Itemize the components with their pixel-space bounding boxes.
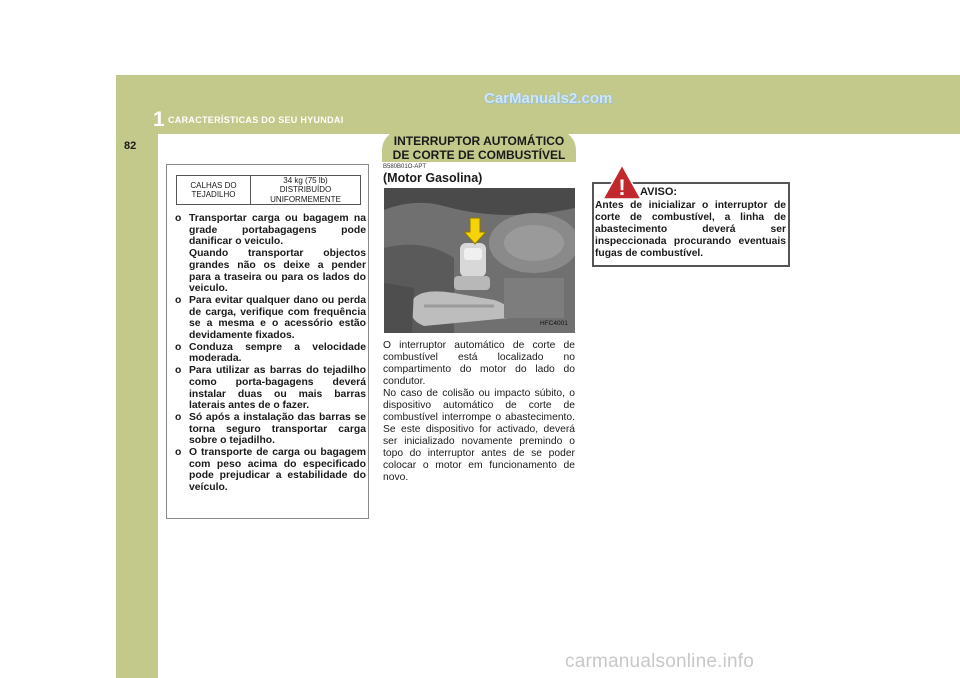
watermark-link[interactable]: CarManuals2.com — [484, 90, 613, 107]
load-value-line: DISTRIBUÍDO — [279, 185, 332, 195]
bullet-mark: o — [175, 365, 182, 377]
roof-rack-info-box — [166, 164, 369, 519]
list-item — [175, 295, 366, 342]
list-item-text: O transporte de carga ou bagagem com peso acima do especificado pode prejudicar a estabilidade do veículo. — [189, 447, 366, 494]
bullet-mark: o — [175, 213, 182, 224]
list-item-text: Transportar carga ou bagagem na grade portabagagens pode danificar o veiculo. — [189, 213, 366, 248]
side-band — [116, 134, 158, 678]
chapter-number: 1 — [153, 108, 165, 131]
footer-watermark: carmanualsonline.info — [565, 651, 755, 672]
bullet-mark: o — [175, 294, 182, 306]
list-item — [175, 213, 366, 295]
warning-title: AVISO: — [640, 186, 678, 198]
list-item-text: Só após a instalação das barras se torna seguro transportar carga sobre o tejadilho. — [189, 411, 366, 447]
engine-compartment-illustration — [384, 188, 575, 333]
list-item — [175, 412, 366, 447]
body-paragraph: O interruptor automático de corte de combustível está localizado no compartimento do motor do lado do condutor. — [383, 340, 575, 387]
list-item-subtext: Quando transportar objectos grandes não os deixe a pender para a traseira ou para os lados do veiculo. — [189, 248, 366, 295]
page-number: 82 — [124, 140, 137, 152]
section-heading-line2: DE CORTE DE COMBUSTÍVEL — [392, 148, 566, 162]
list-item — [175, 365, 366, 412]
bullet-mark: o — [175, 411, 182, 423]
section-code: B580B01O-APT — [383, 164, 427, 170]
exclamation-symbol: ! — [618, 175, 626, 200]
list-item — [175, 342, 366, 365]
chapter-title: CARACTERÍSTICAS DO SEU HYUNDAI — [168, 115, 344, 125]
load-table-label — [177, 176, 251, 204]
list-item-text: Para utilizar as barras do tejadilho como porta-bagagens deverá instalar duas ou mais barras laterais antes de o fazer. — [189, 365, 366, 412]
warning-text: Antes de inicializar o interruptor de corte de combustível, a linha de abastecimento deverá ser inspeccionada procurando eventuais fugas de combustível. — [595, 200, 786, 259]
load-label-line: TEJADILHO — [191, 190, 236, 199]
bullet-mark: o — [175, 447, 182, 459]
engine-photo — [384, 188, 575, 333]
body-paragraph: No caso de colisão ou impacto súbito, o dispositivo automático de corte de combustível interrompe o abastecimento. Se este dispositivo for activado, deverá ser inicializado novamente premindo o topo do interruptor antes de se poder colocar o motor em funcionamento de novo. — [383, 388, 575, 483]
precaution-list — [175, 213, 366, 494]
load-label-line: CALHAS DO — [190, 180, 237, 190]
photo-caption: HFC4001 — [540, 320, 568, 327]
section-heading-line1: INTERRUPTOR AUTOMÁTICO — [393, 134, 565, 148]
bullet-mark: o — [175, 341, 182, 353]
load-table-value — [251, 176, 360, 204]
list-item-text: Conduza sempre a velocidade moderada. — [189, 341, 366, 365]
load-value-line: 34 kg (75 lb) — [283, 175, 328, 185]
exclamation-icon — [602, 164, 642, 200]
load-table — [176, 175, 361, 205]
list-item — [175, 447, 366, 494]
list-item-text: Para evitar qualquer dano ou perda de carga, verifique com frequência se a mesma e o acessório estão devidamente fixados. — [189, 294, 366, 342]
section-body — [383, 340, 575, 484]
section-heading — [382, 130, 576, 162]
section-subheading: (Motor Gasolina) — [383, 171, 483, 185]
load-value-line: UNIFORMEMENTE — [270, 194, 341, 204]
